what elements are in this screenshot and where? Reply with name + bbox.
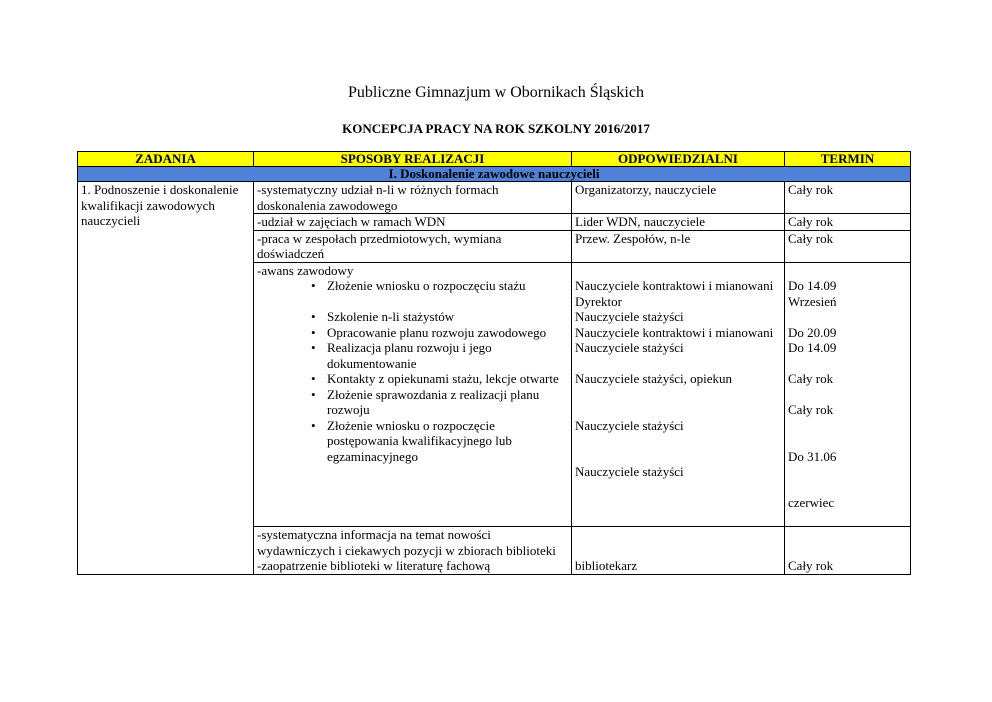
cell-spacer (575, 449, 781, 465)
header-zadania: ZADANIA (78, 152, 254, 167)
sposob-cell: -udział w zajęciach w ramach WDN (254, 214, 572, 231)
list-item-text: Kontakty z opiekunami stażu, lekcje otwarte (327, 371, 559, 386)
cell-spacer (575, 387, 781, 403)
sposob-cell: -praca w zespołach przedmiotowych, wymiana doświadczeń (254, 230, 572, 262)
table-row (78, 182, 911, 214)
termin-entry: Cały rok (788, 402, 834, 417)
cell-spacer (575, 527, 781, 543)
cell-spacer (575, 433, 781, 449)
header-odpowiedzialni: ODPOWIEDZIALNI (572, 152, 785, 167)
bullet-icon: • (311, 371, 316, 386)
odp-entry: Nauczyciele stażyści (575, 417, 684, 433)
bullet-icon: • (311, 386, 316, 402)
termin-cell: Cały rok (785, 230, 911, 262)
header-termin: TERMIN (785, 152, 911, 167)
termin-cell-biblioteka (785, 527, 911, 575)
header-sposoby-realizacji: SPOSOBY REALIZACJI (254, 152, 572, 167)
list-item-text: Złożenie sprawozdania z realizacji planu rozwoju (327, 386, 540, 417)
school-name: Publiczne Gimnazjum w Obornikach Śląskich (348, 84, 644, 101)
cell-spacer (575, 543, 781, 559)
odpowiedzialni-cell-awans (572, 262, 785, 527)
sposob-cell-biblioteka (254, 527, 572, 575)
termin-cell-awans (785, 262, 911, 527)
odp-entry: Nauczyciele stażyści (575, 309, 684, 324)
list-spacer (327, 464, 568, 480)
termin-cell: Cały rok (785, 214, 911, 231)
termin-entry: Do 31.06 (788, 448, 837, 464)
odp-entry: Dyrektor (575, 293, 622, 309)
odpowiedzialni-cell-biblioteka (572, 527, 785, 575)
cell-spacer (575, 263, 781, 279)
odp-entry: Nauczyciele stażyści (575, 340, 684, 355)
termin-entry: czerwiec (788, 495, 835, 510)
cell-spacer (575, 402, 781, 418)
bullet-icon: • (311, 278, 316, 293)
termin-entry: Cały rok (788, 371, 834, 386)
cell-spacer (788, 263, 907, 279)
list-item (311, 340, 568, 371)
list-item (311, 371, 568, 387)
termin-entry: Do 20.09 (788, 324, 837, 340)
odpowiedzialni-cell: Organizatorzy, nauczyciele (572, 182, 785, 214)
cell-spacer (575, 356, 781, 372)
list-item (311, 309, 568, 325)
cell-spacer (788, 464, 907, 480)
list-spacer (327, 480, 568, 496)
list-item (311, 278, 568, 294)
termin-entry: Do 14.09 (788, 340, 837, 355)
sposob-entry: -zaopatrzenie biblioteki w literaturę fachową (257, 558, 491, 573)
task-cell: 1. Podnoszenie i doskonalenie kwalifikacji zawodowych nauczycieli (78, 182, 254, 575)
cell-spacer (788, 356, 907, 372)
list-item-text: Opracowanie planu rozwoju zawodowego (327, 324, 547, 340)
cell-spacer (788, 527, 907, 543)
section-title: I. Doskonalenie zawodowe nauczycieli (78, 167, 911, 182)
odp-entry: bibliotekarz (575, 558, 638, 573)
concept-table (77, 151, 911, 575)
awans-list (257, 278, 568, 495)
sposob-cell: -systematyczny udział n-li w różnych formach doskonalenia zawodowego (254, 182, 572, 214)
termin-entry: Do 14.09 (788, 278, 837, 293)
odpowiedzialni-cell: Lider WDN, nauczyciele (572, 214, 785, 231)
odp-entry: Nauczyciele stażyści (575, 464, 684, 479)
cell-spacer (788, 480, 907, 496)
bullet-icon: • (311, 324, 316, 340)
cell-spacer (575, 480, 781, 496)
odp-entry: Nauczyciele stażyści, opiekun (575, 371, 733, 386)
termin-entry: Wrzesień (788, 293, 837, 309)
bullet-icon: • (311, 309, 316, 324)
cell-spacer (788, 387, 907, 403)
cell-spacer (788, 433, 907, 449)
list-spacer (327, 294, 568, 310)
bullet-icon: • (311, 417, 316, 433)
list-item-text: Szkolenie n-li stażystów (327, 309, 455, 324)
odp-entry: Nauczyciele kontraktowi i mianowani (575, 278, 774, 293)
list-item-text: Złożenie wniosku o rozpoczęciu stażu (327, 278, 526, 293)
list-item-text: Złożenie wniosku o rozpoczęcie postępowania kwalifikacyjnego lub egzaminacyjnego (327, 417, 512, 464)
termin-cell: Cały rok (785, 182, 911, 214)
sposob-cell-awans (254, 262, 572, 527)
odp-entry: Nauczyciele kontraktowi i mianowani (575, 324, 774, 340)
document-title: KONCEPCJA PRACY NA ROK SZKOLNY 2016/2017 (342, 121, 650, 136)
section-row (78, 167, 911, 182)
table-header-row (78, 152, 911, 167)
list-item (311, 324, 568, 341)
awans-label: -awans zawodowy (257, 262, 354, 278)
cell-spacer (788, 511, 907, 527)
cell-spacer (788, 543, 907, 559)
list-item-text: Realizacja planu rozwoju i jego dokumentowanie (327, 340, 492, 371)
sposob-entry: -systematyczna informacja na temat nowości wydawniczych i ciekawych pozycji w zbiorach biblioteki (257, 527, 556, 558)
list-item (311, 417, 568, 465)
cell-spacer (788, 309, 907, 325)
bullet-icon: • (311, 340, 316, 355)
list-item (311, 386, 568, 418)
odpowiedzialni-cell: Przew. Zespołów, n-le (572, 230, 785, 262)
termin-entry: Cały rok (788, 558, 834, 573)
cell-spacer (788, 418, 907, 434)
